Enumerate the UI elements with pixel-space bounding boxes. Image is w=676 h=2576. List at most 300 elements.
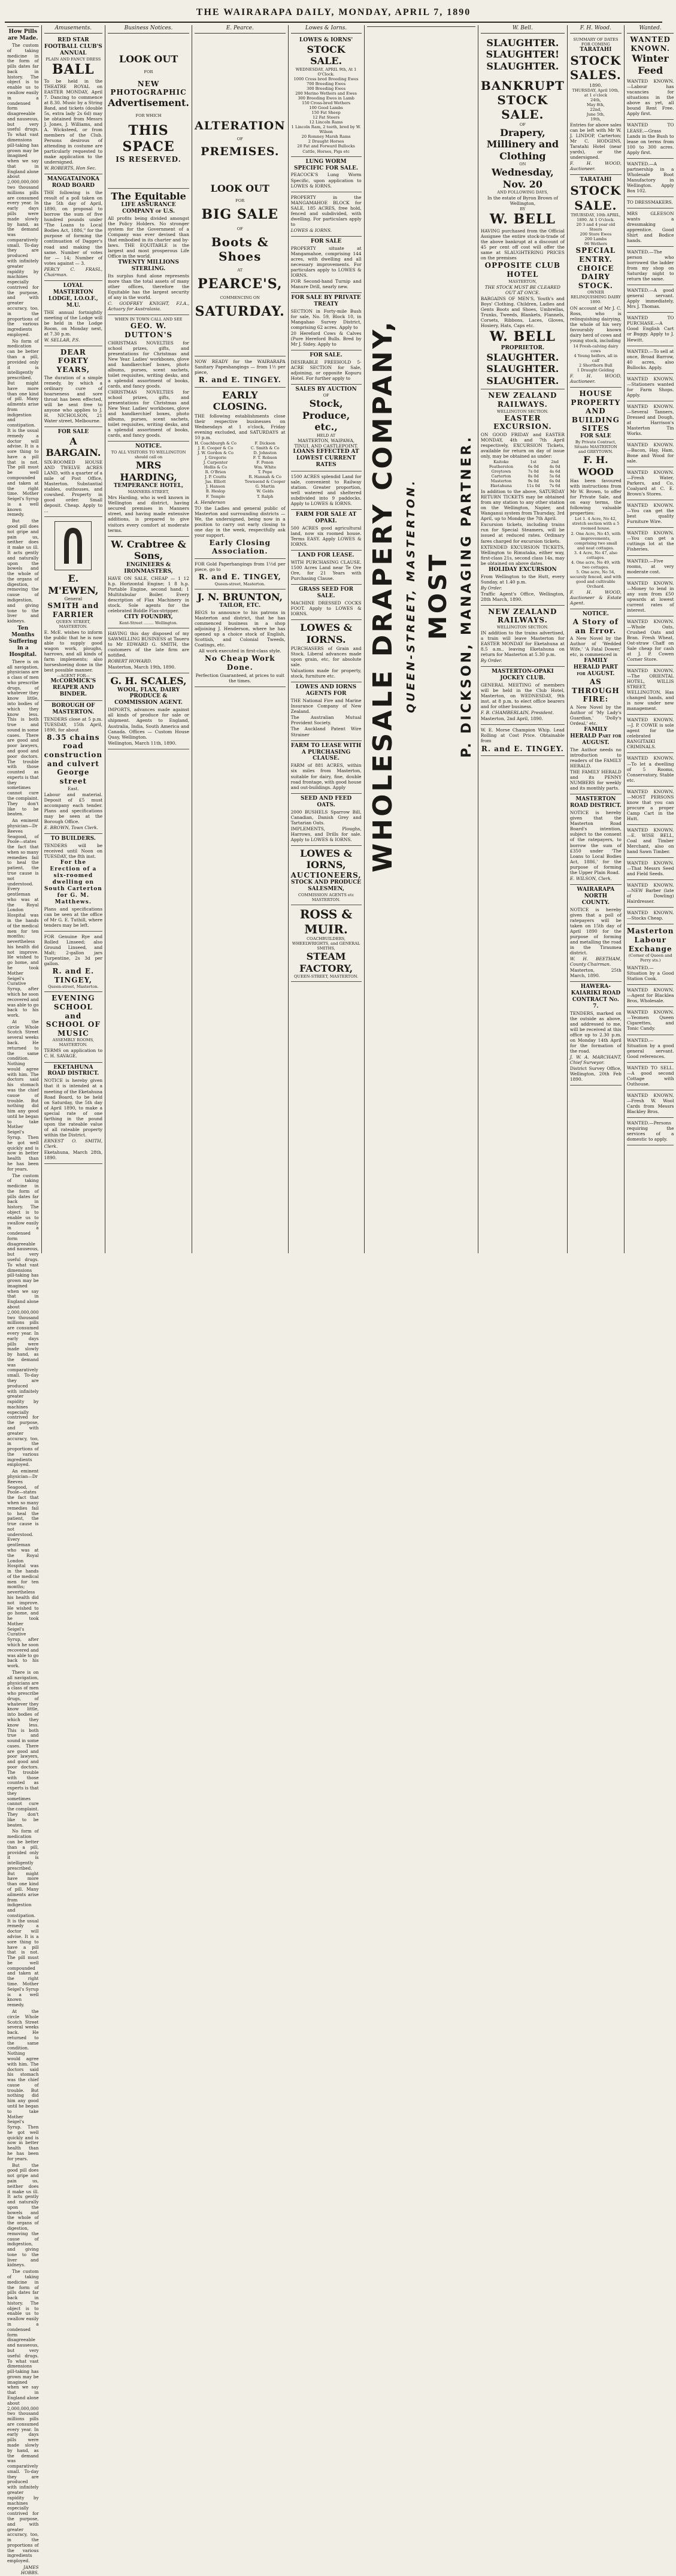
section-title: Masterton Labour Exchange bbox=[626, 927, 674, 953]
sale-item: 200 Store Ewes bbox=[580, 232, 612, 237]
column-8 bbox=[568, 25, 625, 1253]
ad-signature: F. B. CHAMBERLAIN, President. bbox=[480, 710, 554, 716]
fare-row bbox=[481, 469, 565, 474]
stock-item: 20 Romney Marsh Rams bbox=[301, 134, 351, 140]
ad-body: The Auckland Patent Wire Strainer bbox=[290, 726, 362, 737]
ad-body: NOTICE is hereby given that it is intended at a meeting of the Eketahuna Road Board, to be held on Saturday, the 5th day of April 1890, to make a special rate of one farthing in the pound upon the rateable value of all rateable property within the District. bbox=[44, 1078, 103, 1138]
fare-cell: Carterton bbox=[491, 474, 511, 479]
name-item: T. Pope bbox=[257, 470, 272, 475]
ad-title: SLAUGHTER. bbox=[486, 363, 559, 375]
ad-body: In addition to the above, SATURDAY RETURN TICKETS may be obtained from any station to any other station on the Wellington, Napier, and Wanganui system from Thursday, 3rd April, up to Monday the 7th April. bbox=[480, 489, 565, 522]
ad-title: J. N. BRUNTON, bbox=[197, 591, 283, 603]
name-item: H. Coachburgh & Co bbox=[194, 441, 237, 446]
ad-body: CHRISTMAS NOVELTIES for school prizes, gifts, and presentations for Christmas and New Year. Ladies' workboxes, glove and handkerchief boxes, photo albums, purses, scent sachets, toilet requisites, writing desks, and a splendid assortment of books, cards, and fancy goods. bbox=[108, 389, 189, 439]
wanted-ad bbox=[627, 715, 674, 753]
wanted-ad bbox=[627, 208, 674, 247]
ad-body: Has been favoured with instructions from Mr W. Brown, to offer for Private Sale, and on easy terms, the following valuable properties: bbox=[569, 478, 622, 516]
lot-item: 4. One acre, No 49, with two cottages. bbox=[571, 560, 620, 570]
ad-body: BEGS to announce to his patrons in Masterton and district, that he has commenced business in a shop adjoining J. Henderson, where he has opened up a choice stock of English, Scottish, and Colonial Tweeds, Coatings, etc. bbox=[194, 610, 286, 648]
ad-subheading: WELLINGTON SECTION. bbox=[496, 625, 548, 630]
lot-item: 2. One Acre, No 45, with improvements, comprising two small and neat cottages. bbox=[571, 531, 621, 551]
ad-body: EXTENDED EXCURSION TICKETS, Wellington to Rimutaka, either way, first-class 21s, second class 14s, may be obtained on above dates. bbox=[480, 544, 565, 566]
ad-railways-2 bbox=[481, 606, 565, 667]
article-paragraph: But the good pill does not gripe and pain us, neither does it make us ill. It acts gently and naturally upon the bowels and the whole of the organs of digestion, removing the cause of indigestion, and giving tone to the liver and kidneys. bbox=[7, 2162, 39, 2268]
ad-title: ROSS & MUIR. bbox=[299, 907, 353, 936]
fare-cell: 4s 6d bbox=[549, 469, 560, 474]
ad-taratahi-sale bbox=[570, 175, 622, 388]
column-head: Lowes & Iorns. bbox=[291, 25, 362, 34]
ad-title: LOOK OUT bbox=[119, 53, 178, 65]
sale-date-list bbox=[570, 88, 622, 122]
fare-cell: 5s 6d bbox=[549, 474, 560, 479]
ad-body: Its surplus fund alone represents more than the total assets of many other offices, therefore the Equitable has the largest security of any in the world. bbox=[108, 273, 189, 301]
ad-body: MRS GLEESON wants a dressmaking apprentice. Good Shirt and Bodice hands. bbox=[626, 210, 674, 244]
ad-body: WANTED.—The person who borrowed the ladder from my shop on Saturday night to return the same. bbox=[626, 249, 674, 282]
ad-signature: E. BROWN, Town Clerk. bbox=[44, 824, 99, 830]
name-item: F. T. Robson bbox=[253, 455, 277, 461]
ad-title: SMITH and FARRIER bbox=[47, 601, 99, 619]
ad-title: F. H. WOOD bbox=[578, 454, 614, 477]
ad-subheading: SUMMARY OF DATES FOR COMING bbox=[573, 37, 619, 47]
name-item: Hollis & Co bbox=[204, 465, 228, 470]
ad-signature: ROBERT HOWARD. bbox=[108, 658, 152, 664]
ad-date: Masterton, 2nd April, 1890. bbox=[480, 716, 544, 722]
ad-subheading: AT bbox=[237, 267, 243, 273]
ad-title: NEW ZEALAND RAILWAYS. bbox=[488, 607, 557, 625]
ad-date: WEDNESDAY, APRIL 9th, At 1 O'Clock. bbox=[295, 66, 357, 77]
ad-heading: NOTICE. bbox=[582, 610, 609, 617]
dairy-item: 14 Fresh-calving dairy cows bbox=[573, 343, 619, 353]
ad-body: CHRISTMAS NOVELTIES for school prizes, gifts, and presentations for Christmas and New Year. Ladies' workboxes, glove and handkerchief boxes, photo albums, purses, scent sachets, toilet requisites, writing desks, and a splendid assortment of books, cards, and fancy goods. bbox=[108, 340, 189, 389]
wanted-ad bbox=[627, 616, 674, 666]
ad-evening-school bbox=[44, 992, 103, 1062]
ad-farm-lease bbox=[291, 741, 362, 794]
ad-mewen-smith bbox=[44, 517, 103, 701]
ad-house-property bbox=[570, 388, 622, 609]
ad-title: R. and E. TINGEY. bbox=[481, 744, 564, 753]
ad-body: IMPORTS, advances made against all kinds of produce for sale or shipment. Agents to England, Australia, India, South America and Canada. Offices — Custom House Quay, Wellington. bbox=[108, 707, 189, 740]
ad-heading: TO BUILDERS. bbox=[50, 835, 96, 842]
column-7 bbox=[478, 25, 568, 1253]
dairy-item: 1 Draught Gelding bbox=[577, 367, 614, 373]
ad-subheading: OF bbox=[323, 393, 329, 398]
ad-title: MOST bbox=[425, 552, 453, 640]
ad-heading: FAMILY HERALD PART for AUGUST. bbox=[573, 658, 618, 678]
labour-ad bbox=[627, 1063, 674, 1090]
column-head: Amusements. bbox=[44, 25, 103, 34]
ad-body: The Author needs no introduction to readers of the FAMILY HERALD. bbox=[569, 747, 622, 769]
ad-heading: LOANS EFFECTED AT LOWEST CURRENT RATES bbox=[293, 448, 359, 468]
sale-date: 22nd, bbox=[590, 107, 602, 112]
wanted-list bbox=[627, 76, 674, 924]
lot-list bbox=[570, 516, 622, 588]
ad-body: GENERAL MEETING of members will be held in the Club Hotel, Masterton, on WEDNESDAY, 9th inst. at 8 p.m. to elect office bearers and for other business. bbox=[480, 682, 565, 710]
ad-signature: J. W. A. MARCHANT, Chief Surveyor. bbox=[569, 1054, 622, 1066]
ad-date: THURSDAY, 10th APRIL, 1890. At 1 O'clock. bbox=[571, 213, 621, 223]
wanted-ad bbox=[627, 120, 674, 158]
ad-body: SECTION in Forty-mile Bush for sale, No. 59, Block 10, in Mangahao Survey District, comprising 62 acres. Apply to bbox=[290, 308, 362, 331]
ad-heading: STOCK AND PRODUCE SALESMEN, bbox=[291, 879, 362, 893]
ad-harding bbox=[108, 442, 189, 536]
ad-subheading: OF bbox=[237, 226, 243, 231]
section-subtitle: (Corner of Queen and Perry sts.) bbox=[628, 953, 672, 963]
ad-body: THE STOCK MUST BE CLEARED OUT AT ONCE. bbox=[484, 284, 560, 295]
ad-body: WANTED.—To sell at once, Broad Barrow, 40 acres, also Bullocks. Apply. bbox=[626, 348, 674, 370]
ad-body: NOTICE is hereby given that the Masterton Road Board's intention, subject to the consent of the ratepayers, to borrow the sum of £350 under 'The Loans to Local Bodies Act, 1886,' for the purpose of forming the Upper Plain Road. bbox=[569, 810, 622, 875]
ad-heading: TARATAHI bbox=[580, 177, 612, 183]
ad-title: Advertisement. bbox=[108, 96, 189, 108]
fare-cell: 4s 0d bbox=[549, 464, 560, 470]
ad-subheading: OF bbox=[237, 137, 243, 142]
lot-item: 5. One acre, No 54, securely fenced, and with good and cultivable Orchard. bbox=[569, 569, 622, 589]
ad-body: WANTED KNOWN.—Yeomen Queen Cigarettes, and Tonic Candy. bbox=[626, 1009, 674, 1032]
ad-body: HAVING purchased from the Official Assignee the entire stock-in-trade of the above bankrupt at a discount of 45 per cent off cost will offer the same at SLAUGHTERING PRICES on the premises bbox=[480, 228, 565, 261]
ad-subheading: OWNER RELINQUISHING DAIRY 1890. bbox=[570, 290, 621, 305]
column-5 bbox=[289, 25, 365, 1253]
ad-subheading: IS RESERVED. bbox=[116, 155, 181, 164]
name-item: J. E. Cooper & Co bbox=[198, 446, 234, 451]
ad-title: SLAUGHTER. bbox=[486, 37, 559, 49]
ad-body: BARGAINS OF MEN'S, Youth's and Boys' Clothing. Children, Ladies and Gents Boots and Shoes, Umbrellas, Trunks, Tweeds, Blankets, Flannels, Corsets, Ribbons, Laces, Gloves, Hosiery, Hats, Caps etc. bbox=[480, 295, 565, 328]
ad-heading: LAND FOR LEASE. bbox=[298, 552, 354, 559]
ad-body: PEACOCK'S Lung Worm Specific, upon application to LOWES & IORNS. bbox=[290, 172, 362, 189]
wanted-ad bbox=[627, 374, 674, 401]
wanted-ad bbox=[627, 753, 674, 786]
name-list bbox=[195, 441, 237, 498]
ad-heading: LOYAL MASTERTON LODGE, I.O.O.F., M.U. bbox=[48, 282, 98, 309]
ad-photographic bbox=[108, 35, 189, 189]
fare-row bbox=[481, 483, 565, 488]
ad-title: LOWES & IORNS. bbox=[300, 622, 353, 645]
stock-item: 1 Lincoln Ram, 2 teeth, bred by W. Wilson bbox=[291, 125, 361, 135]
ad-body: WANTED KNOWN.—You can get a cuttings lot at the Fisheries. bbox=[626, 530, 674, 552]
ad-subheading: PLAIN AND FANCY DRESS bbox=[46, 56, 101, 62]
masthead-title: THE WAIRARAPA DAILY, MONDAY, APRIL 7, 1890 bbox=[196, 7, 471, 17]
column-4 bbox=[192, 25, 289, 1253]
ad-paperhangings bbox=[195, 356, 286, 388]
stock-item: 2 Draught Horses bbox=[308, 139, 344, 144]
wanted-ad bbox=[627, 313, 674, 346]
ad-title: EARLY CLOSING. bbox=[213, 389, 267, 413]
ad-body: FOR Second-hand Turnip and Manure Drill, nearly new. bbox=[290, 278, 362, 289]
ad-heading: MANGATAINOKA ROAD BOARD bbox=[47, 176, 99, 189]
ad-acres bbox=[291, 471, 362, 510]
ad-address: MASTERTON, WAIPAWA, TINUI, AND CASTLEPOINT. bbox=[294, 437, 358, 449]
ad-heading: HOLIDAY EXCURSION bbox=[488, 566, 557, 573]
ad-jockey-club bbox=[481, 667, 565, 725]
ad-body: WITH PURCHASING CLAUSE. 1500 Acres Land near Te Ore Ore, for 21 Years with Purchasing Clause. bbox=[290, 560, 362, 582]
ad-heading: WAIRARAPA NORTH COUNTY. bbox=[577, 886, 615, 906]
ad-signature: A. Henderson bbox=[194, 499, 226, 505]
ad-signature: E. WILSON, Clerk. bbox=[569, 875, 612, 881]
ad-date: Eketahuna, March 28th, 1890. bbox=[44, 1149, 103, 1160]
ad-heading: LIFE ASSURANCE COMPANY of U.S. bbox=[121, 202, 176, 215]
ad-subheading: COMMISSION AGENTS etc MASTERTON. bbox=[298, 893, 354, 903]
stock-item: 700 Breeding Ewes bbox=[307, 81, 346, 87]
ad-address: Queen-street, Masterton. bbox=[48, 984, 99, 990]
ad-sawmilling bbox=[108, 628, 189, 673]
column-head bbox=[7, 25, 39, 27]
ad-gold-paper bbox=[195, 559, 286, 589]
ad-subheading: TO ALL VISITORS TO WELLINGTON should call on bbox=[111, 450, 186, 460]
ad-signature: By Order. bbox=[480, 585, 502, 591]
ad-body: WANTED KNOWN.—Fresh Water, Parkers, and Co, Coalyard at C. E. Brown's Stores. bbox=[626, 470, 674, 497]
ad-heading: RED STAR FOOTBALL CLUB'S ANNUAL bbox=[44, 37, 102, 56]
stock-item: 100 Good Lambs bbox=[309, 105, 343, 111]
ad-body: Excursion tickets, including trains run for Special Steamers, will be issued at reduced rates. Ordinary fares charged for excursion tickets. bbox=[480, 522, 565, 544]
fare-table bbox=[481, 459, 565, 488]
ad-body: WANTED.—Situation by a good general servant. Good references. bbox=[626, 1037, 674, 1059]
ad-title: No Cheap Work Done. bbox=[205, 654, 275, 672]
ad-body: WANTED.—A partnership in a Wholesale Boot Manufactory in Wellington. Apply Box 102. bbox=[626, 161, 674, 193]
ad-pearce-sale bbox=[195, 35, 286, 356]
ad-title: Stock, Produce, etc., bbox=[302, 398, 350, 433]
ad-body: IMPLEMENTS, Ploughs, Harrows, and Drills for sale. Apply to LOWES & IORNS. bbox=[290, 826, 362, 842]
sale-date: June 5th, bbox=[586, 111, 605, 117]
ad-body: HAVE ON SALE, CHEAP — 1 12 h.p. Horizontal Engine; 1 8 h.p. Portable Engine, second hand; 1 Multitubular Boiler. Every description of Flax Machinery in stock. Sole agents for the celebrated Biddle Flax-stripper. bbox=[108, 575, 189, 613]
ad-body: TENDERS will be received until Noon on TUESDAY, the 8th inst. bbox=[44, 842, 103, 859]
ad-body: A New Novel by the Author of 'Wedded Wife,' 'A Fatal Dower,' etc, is commenced in bbox=[569, 636, 622, 658]
ad-address: Queen-street, Masterton. bbox=[214, 581, 266, 586]
name-item: Townsend & Cooper bbox=[244, 479, 286, 485]
column-1 bbox=[5, 25, 42, 2575]
ad-body: 500 ACRES good agricultural land, now six roomed house. Terms EASY. Apply LOWES & IORNS. bbox=[290, 525, 362, 548]
ad-title: G. H. SCALES, bbox=[110, 675, 187, 687]
lot-item: Lot 1. 4 Acre, No 42, stretch section with a 5 roomed house. bbox=[572, 516, 620, 531]
ad-land-lease bbox=[291, 551, 362, 585]
ad-body: IN addition to the trains advertised, a train will leave Masterton for EASTER MONDAY for Eketahuna at 8.5 a.m., leaving Eketahuna on return for Masterton at 5.30 p.m. bbox=[480, 630, 565, 658]
ad-builders bbox=[44, 834, 103, 932]
ad-title: OPPOSITE CLUB HOTEL bbox=[484, 261, 561, 279]
ad-date: District Survey Office, Wellington, 20th Feb 1890. bbox=[569, 1066, 622, 1083]
ad-early-closing bbox=[195, 388, 286, 559]
ad-title: HOUSE PROPERTY AND BUILDING SITES bbox=[571, 389, 621, 433]
ad-body: WANTED TO LEASE.—Grass Lands in the Bush to lease on terms from 100 to 300 acres. Apply first. bbox=[626, 122, 674, 155]
wanted-ad bbox=[627, 500, 674, 528]
name-item: Wm. White bbox=[254, 465, 277, 470]
ad-title: AUCTIONEERS, bbox=[290, 870, 362, 879]
ad-address: QUEEN-STREET, MASTERTON. bbox=[294, 974, 359, 979]
ad-address: MASTERTON, bbox=[508, 279, 537, 284]
section-title: Winter Feed bbox=[632, 53, 669, 76]
ad-subheading: East. bbox=[67, 785, 79, 791]
ad-body: 1500 ACRES splendid Land for sale, convenient to Railway station. Greater proportion, well watered and sheltered subdivided into 9 paddocks. Apply to LOWES & IORNS. bbox=[290, 473, 362, 506]
name-item: J. P. Coutts bbox=[205, 474, 226, 480]
fare-cell: 6s 0d bbox=[528, 464, 539, 470]
ad-date: 1890. bbox=[589, 82, 602, 88]
ad-tingey-linseed bbox=[44, 932, 103, 992]
ad-title: W. BELL bbox=[489, 329, 556, 344]
ad-body: WANTED KNOWN.—Stationers wanted for Farm Shops. Apply. bbox=[626, 376, 674, 398]
article-paragraph: At the circle Whole Scotch Street several weeks back. He returned to the same condition. Nothing would agree with him. The doctors said his stomach was the chief cause of trouble. But nothing did him any good until he began to take Mother Seigel's Syrup. Then he got well quickly and is now in better health than he has been for years. bbox=[7, 2008, 39, 2161]
ad-title: SLAUGHTER! bbox=[486, 49, 560, 61]
ad-signature: LOWES & IORNS. bbox=[290, 227, 332, 233]
name-list bbox=[245, 441, 286, 498]
column-head: F. H. Wood. bbox=[570, 25, 622, 34]
horseshoe-icon bbox=[58, 525, 88, 567]
ad-subheading: General bbox=[64, 596, 83, 602]
ad-body: WANTED KNOWN.—Fresh W. Wool Cards from Messrs Blackley Bros. bbox=[626, 1092, 674, 1114]
ad-body: MACHINE DRESSED COCKS FOOT. Apply to LOWES & IORNS. bbox=[290, 600, 362, 617]
fare-cell: Kaitoke bbox=[493, 459, 509, 465]
ad-body: Mrs Harding, who is well known in Wellington and district, having secured premises in Manners street, and having made extensive additions, is prepared to give visitors every comfort at moderate terms. bbox=[108, 495, 189, 533]
ad-body: WANTED TO PURCHASE.—A Good English Cart or Buggy. Apply to J. Hewitt. bbox=[626, 315, 674, 343]
fare-cell: 1st bbox=[530, 459, 536, 465]
ad-family-herald bbox=[570, 609, 622, 794]
lot-item: 3. 4 Acre, No 47, also cottages. bbox=[574, 550, 617, 560]
ad-body: W. E. Morse Champion Whip. Lead Rolling at Cost Price. Obtainable from bbox=[480, 727, 565, 744]
ad-body: All work executed in first-class style. bbox=[198, 648, 281, 654]
ad-railways bbox=[481, 389, 565, 605]
sale-item: 20 3 and 4 year old Steers bbox=[576, 222, 616, 232]
ad-taratahi-summary bbox=[570, 35, 622, 175]
ad-body: WANTED.—A good general servant. Apply immediately, Mrs J. Thomas. bbox=[626, 288, 674, 310]
ad-body: THE FAMILY HERALD and its PENNY NUMBERS for weekly and its monthly parts. bbox=[569, 769, 622, 791]
wanted-ad bbox=[627, 825, 674, 858]
article-paragraph: There is on all navigation, physicians are a class of men who prescribe drugs, of whatever they know little, into bodies of which they know less. This is both true and sound in some cases. There are good and poor lawyers, and good and poor doctors. The trouble with those counted as experts is that they sometimes cannot cure the complaint. They don't like to be beaten. bbox=[7, 1669, 39, 1828]
engraving-image bbox=[54, 521, 92, 570]
article-paragraph: But the good pill does not gripe and pain us, neither does it make us ill. It acts gently and naturally upon the bowels and the whole of the organs of digestion, removing the cause of indigestion, and giving tone to the liver and kidneys. bbox=[7, 518, 39, 624]
ad-subheading: COACHBUILDERS, WHEELWRIGHTS, and GENERAL SMITHS, bbox=[292, 936, 360, 951]
ad-grass-sale bbox=[291, 237, 362, 293]
ad-date: Wednesday, Nov. 20 bbox=[491, 167, 554, 190]
ad-body: ON account of Mr J. C. Ross, who is relinquishing dairying, the whole of his very favourably known dairy herd of cows and young stock, including bbox=[569, 305, 622, 343]
labour-list bbox=[627, 963, 674, 1145]
fare-cell: Greytown bbox=[491, 469, 511, 474]
ad-body: WANTED KNOWN.—Whole Oats, Crushed Oats and Bran. Fresh Wheat, Oat-straw Chaff on Sale cheap for cash at J. P. Cowen Corner Store. bbox=[626, 618, 674, 662]
name-item: W. Gelds bbox=[256, 489, 274, 494]
ad-subheading: AND FOLLOWING DAYS, bbox=[497, 190, 548, 195]
sale-item: 200 Lambs bbox=[584, 237, 607, 242]
ad-signature: By Order. bbox=[480, 658, 502, 664]
ad-title: BANKRUPT bbox=[480, 78, 565, 93]
ad-body: PROPERTY in the MANGAMAHOE BLOCK for SALE, 185 ACRES, free hold, fenced and subdivided, with dwelling. For particulars apply to bbox=[290, 194, 362, 227]
ad-heading: FOR SALE bbox=[580, 433, 611, 440]
ad-title: WHOLESALE DRAPERY COMPANY, bbox=[367, 319, 398, 873]
ad-title: W. Crabtree & Sons, bbox=[111, 538, 186, 562]
ad-body: DESIRABLE FREEHOLD 5-ACRE SECTION for Sale, adjoining, or opposite Kopuru Hotel. For further apply to bbox=[290, 359, 362, 382]
ad-title: SLAUGHTER. bbox=[486, 374, 559, 386]
ad-title: For the Erection of a six-roomed dwelling on South Carterton for G. M. Matthews. bbox=[44, 859, 102, 905]
ad-subheading: FOR WHICH bbox=[135, 113, 162, 119]
ad-title: MRS HARDING, bbox=[120, 459, 177, 483]
stock-item-list bbox=[291, 77, 362, 154]
fare-cell: Eketahuna bbox=[490, 483, 512, 489]
ad-forty-years bbox=[44, 346, 103, 427]
section-title: WANTED KNOWN. bbox=[630, 35, 671, 53]
ad-desirable bbox=[291, 350, 362, 385]
ad-title: CHOICE DAIRY STOCK. bbox=[577, 264, 614, 290]
ad-eketahuna bbox=[44, 1063, 103, 1164]
ad-subheading: ON bbox=[519, 162, 526, 167]
ad-body: THE annual fortnightly meeting of the Lodge will be held in the Lodge Room, on Monday next, at 7.30 p.m. bbox=[44, 309, 103, 337]
ad-body: THE following is the result of a poll taken on the 5th day of April, 1890, on proposal to borrow the sum of five hundred pounds under "The Loans to Local Bodies Act, 1886," for the purpose of forming the continuation of Dagger's road and making the same. Number of votes for — 14; Number of votes against — 3. bbox=[44, 190, 103, 266]
ad-private-treaty bbox=[291, 293, 362, 350]
ad-date: Masterton, March 19th, 1890. bbox=[108, 664, 176, 670]
ad-title: EASTER EXCURSION. bbox=[493, 413, 552, 431]
ad-subheading: By Private Contract, Situate MASTERTON and GREYTOWN. bbox=[574, 440, 617, 455]
ad-heading: LUNG WORM SPECIFIC FOR SALE. bbox=[294, 158, 359, 171]
wanted-ad bbox=[627, 285, 674, 313]
ad-title: SLAUGHTER. bbox=[486, 61, 559, 72]
labour-ad bbox=[627, 985, 674, 1007]
stock-item: 1000 Cross bred Breeding Ewes bbox=[293, 77, 359, 82]
ad-subheading: COMMENCING ON bbox=[220, 295, 260, 301]
ad-title: STOCK SALES. bbox=[569, 53, 622, 83]
column-head: Wanted. bbox=[627, 25, 674, 34]
ad-hawera bbox=[570, 982, 622, 1086]
name-item: J. Gregorie bbox=[204, 455, 226, 461]
article-paragraph: No form of medication can be better than a pill, provided only it is intelligently prescribed. But might have more than one kind of pill. Many ailments arise from indigestion and constipation. It is the usual remedy a doctor will advise. It is a sore thing to have a pill that is not. The pill must be well compounded and taken at the right time. Mother Seigel's Syrup is a well known remedy. bbox=[7, 338, 39, 518]
name-item: J. W. Gordon & Co bbox=[197, 451, 234, 456]
ad-signature: W. ROBERTS, Hon Sec. bbox=[44, 165, 96, 171]
ad-body: WANTED KNOWN.—Labour has vacancies for situations in the above as yet, all bound Rent Free. Apply first. bbox=[626, 78, 674, 117]
ad-heading: HAWERA-KAIARIKI ROAD CONTRACT No. 7. bbox=[571, 984, 621, 1009]
ad-body: TENDERS, marked on the outside as above, and addressed to me, will be received at this office up to 2.30 p.m. on Monday 14th April for the formation of the road. bbox=[569, 1010, 622, 1054]
ad-heading: FOR SALE BY PRIVATE TREATY bbox=[291, 295, 361, 307]
ad-body: THE following establishments close their respective businesses on Wednesdays at 1 o'clock, Friday evening excluded, and SATURDAYS at 10 p.m. bbox=[194, 413, 286, 441]
ad-title: PREMISES. bbox=[201, 145, 280, 159]
ad-title: NEW PHOTOGRAPHIC bbox=[110, 79, 187, 97]
ad-lodge bbox=[44, 281, 103, 346]
ad-bargain bbox=[44, 427, 103, 517]
ad-body: FARM of 881 ACRES, within six miles from Masterton, suitable for dairy, fine, double road frontage, with good house and out-buildings. Apply bbox=[290, 763, 362, 790]
ad-body: 20 Hereford Cows & Calves (Pure Hereford Bulls. Bred by Mr J. Sidey. Apply to bbox=[290, 331, 362, 347]
ad-title: 8.35 chains road construction and culvert George street bbox=[44, 733, 103, 785]
ad-heading: LOWES & IORNS' bbox=[299, 37, 353, 43]
ad-body: In the estate of Byron Brown of Wellington, bbox=[487, 195, 558, 207]
labour-ad bbox=[627, 963, 674, 985]
ad-body: 2000 BUSHELS Sparrow Bill, Canadian, Danish Grey and Tartarian Oats. bbox=[290, 809, 362, 826]
ad-body: WANTED KNOWN.—Several Tanners, Dressed and Dough, at Harrison's Masterton Tin Works. bbox=[626, 403, 674, 436]
ad-body: All profits being divided amongst the Policy Holders. No stronger system for the Government of a Company was ever devised than that embodied in its charter and by-laws. THE EQUITABLE is the largest and most prosperous Life Office in the world. bbox=[108, 216, 189, 259]
fare-cell: Masterton bbox=[490, 479, 512, 484]
ad-title: R. and E. TINGEY, bbox=[198, 573, 281, 582]
sale-item-list bbox=[570, 222, 622, 246]
stock-item: 150 Fat Sheep bbox=[311, 110, 341, 116]
ad-body: NOTICE is hereby given that a poll of ratepayers will be taken on 15th day of April 1890 for the purpose of forming and metalling the road in the Tiraumea district. bbox=[569, 906, 622, 956]
name-item: F. Ponon bbox=[256, 460, 274, 465]
stock-item: 20 Fat and Forward Bullocks bbox=[297, 144, 355, 149]
article-paragraph: The custom of taking medicine in the form of pills dates far back in history. The object is to enable us to swallow easily in a condensed form disagreeable and nauseous, but very useful drugs. To what vast dimensions pill-taking has grown may be imagined when we say that in England alone about 2,000,000,000 two thousand millions pills are consumed every year. In early days pills were made slowly by hand, as the demand was comparatively small. To-day they are produced with infinitely greater rapidity by machines especially contrived for the purpose, and with greater accuracy, too, in the proportions of the various ingredients employed. bbox=[7, 2269, 39, 2564]
ad-body: From Wellington to the Hutt, every Sunday, at 1.40 p.m. bbox=[480, 573, 565, 585]
wanted-ad bbox=[627, 787, 674, 825]
article-paragraph: The custom of taking medicine in the form of pills dates far back in history. The object is to enable us to swallow easily in a condensed form disagreeable and nauseous, but very useful drugs. To what vast dimensions pill-taking has grown may be imagined when we say that in England alone about 2,000,000,000 two thousand millions pills are consumed every year. In early days pills were made slowly by hand, as the demand was comparatively small. To-day they are produced with infinitely greater rapidity by machines especially contrived for the purpose, and with greater accuracy, too, in the proportions of the various ingredients employed. bbox=[7, 1172, 39, 1468]
labour-ad bbox=[627, 1035, 674, 1063]
ad-road-district bbox=[570, 794, 622, 884]
ad-body: A New Novel by the Author of 'My Lady's Guardian,' 'Dolly's Ordeal,' etc. bbox=[569, 705, 622, 727]
ad-signature: C. GODFREY KNIGHT, F.I.A., Actuary for Australasia. bbox=[108, 301, 189, 312]
ad-subheading: FOR bbox=[235, 198, 245, 203]
fare-row bbox=[481, 459, 565, 464]
ad-body: The duration of a simple remedy, by which a ordinary cure of hoarseness and sore throat has been effected, will be sent free to anyone who applies to J. H. NICHOLSON, 21 Water street, Melbourne. bbox=[44, 374, 103, 424]
ad-heading: SEED AND FEED OATS. bbox=[300, 795, 352, 808]
ad-road-board bbox=[44, 174, 103, 280]
ad-title: A BARGAIN. bbox=[46, 435, 101, 459]
labour-ad bbox=[627, 1007, 674, 1035]
wanted-ad bbox=[627, 467, 674, 500]
article-paragraph: No form of medication can be better than a pill, provided only it is intelligently prescribed. But might have more than one kind of pill. Many ailments arise from indigestion and constipation. It is the usual remedy a doctor will advise. It is a sore thing to have a pill that is not. The pill must be well compounded and taken at the right time. Mother Seigel's Syrup is a well known remedy. bbox=[7, 1828, 39, 2008]
ad-heading: FARM TO LEASE WITH A PURCHASING CLAUSE. bbox=[290, 742, 362, 762]
wanted-ad bbox=[627, 528, 674, 555]
masthead bbox=[5, 4, 662, 23]
ad-address: MANNERS-STREET, bbox=[128, 489, 169, 495]
ad-body: WANTED KNOWN.—Bacon, Hay, Ham, Bone and Wood for sale. bbox=[626, 442, 674, 464]
fare-cell: Featherston bbox=[489, 464, 514, 470]
ad-body: WANTED KNOWN.—Money to lend in any sum from £50 upwards at lowest current rates of interest. bbox=[626, 580, 674, 613]
ad-body: WANTED TO SELL.—A good second Cottage with Outhouse. bbox=[626, 1065, 674, 1087]
column-9 bbox=[625, 25, 676, 1253]
